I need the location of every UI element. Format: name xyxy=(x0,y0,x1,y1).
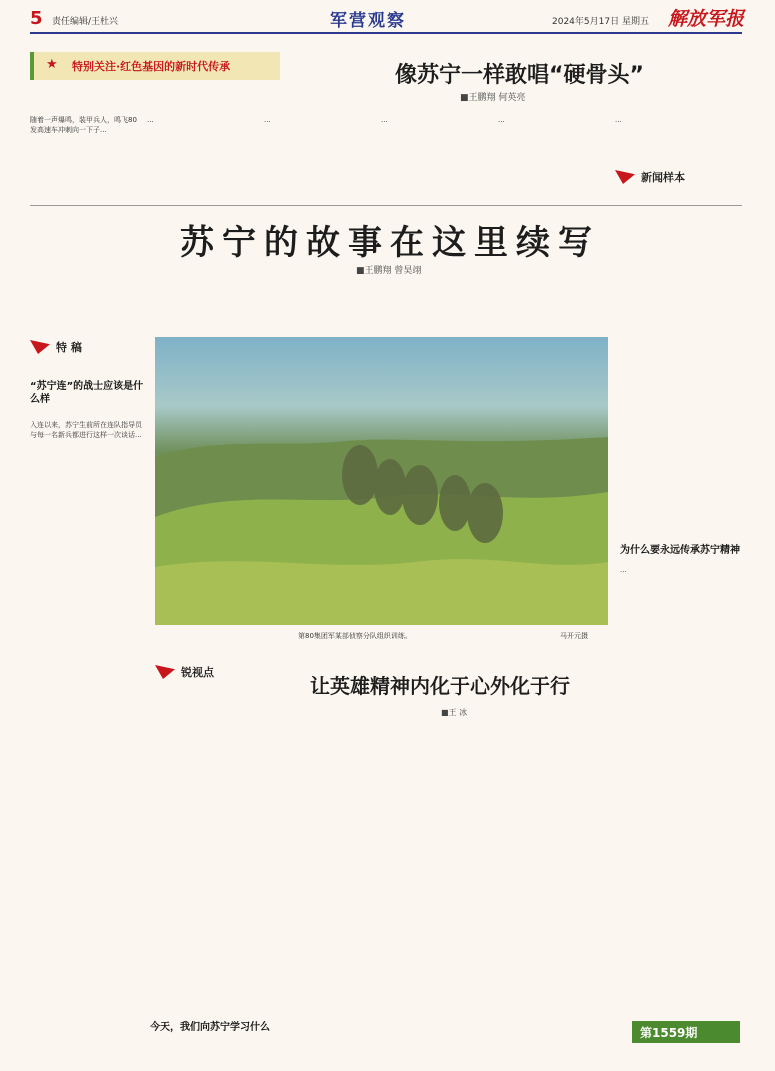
special-focus-banner xyxy=(30,52,280,80)
flag-icon xyxy=(615,170,635,184)
main-byline: ■王鹏翔 曾昊翊 xyxy=(356,266,422,276)
editor-credit: 责任编辑/王杜兴 xyxy=(52,17,119,27)
commentary-column-2 xyxy=(250,720,340,840)
top-story-byline: ■王鹏翔 何英亮 xyxy=(460,93,526,103)
commentary-title: 让英雄精神内化于心外化于行 xyxy=(310,674,570,698)
top-column-1: 随着一声爆鸣，装甲兵人，鸣飞80发高速车冲刺向一下子... xyxy=(30,116,137,134)
section-divider xyxy=(30,205,742,206)
flag-icon xyxy=(155,665,175,679)
right-subtitle: 为什么要永远传承苏宁精神 xyxy=(620,545,740,556)
header-divider xyxy=(30,32,742,34)
commentary-tag xyxy=(155,660,250,684)
right-column xyxy=(620,335,742,1025)
photo-credit: 马开元摄 xyxy=(560,632,588,640)
feature-label: 特 稿 xyxy=(56,341,82,354)
top-story-title: 像苏宁一样敢唱“硬骨头” xyxy=(395,63,644,88)
feature-tag xyxy=(30,335,140,359)
newspaper-logo: 解放军报 xyxy=(668,8,745,30)
top-column-6: ... xyxy=(615,116,622,124)
banner-label: 特别关注·红色基因的新时代传承 xyxy=(72,60,231,73)
news-sample-label: 新闻样本 xyxy=(641,171,685,184)
top-column-2: ... xyxy=(147,116,154,124)
star-icon: ★ xyxy=(46,57,58,72)
right-top-body xyxy=(620,335,742,530)
commentary-byline: ■王 冰 xyxy=(441,708,468,717)
issue-date: 2024年5月17日 星期五 xyxy=(552,17,649,27)
commentary-column-1 xyxy=(155,720,245,840)
right-body: ... xyxy=(620,566,627,574)
left-body: 入连以来，苏宁生前所在连队指导员与每一名新兵都进行这样一次谈话... xyxy=(30,421,142,439)
page-number: 5 xyxy=(30,8,43,29)
page-header xyxy=(0,0,775,40)
top-column-5: ... xyxy=(498,116,505,124)
issue-badge: 第1559期 xyxy=(632,1021,740,1043)
section-title: 军营观察 xyxy=(330,11,406,31)
news-sample-tag xyxy=(615,165,735,189)
top-column-4: ... xyxy=(381,116,388,124)
training-photo xyxy=(155,337,608,625)
commentary-label: 锐视点 xyxy=(181,666,214,679)
commentary-column-5 xyxy=(535,720,615,840)
left-subtitle: “苏宁连”的战士应该是什么样 xyxy=(30,381,144,405)
flag-icon xyxy=(30,340,50,354)
bottom-left-title: 今天，我们向苏宁学习什么 xyxy=(150,1022,270,1033)
main-title: 苏宁的故事在这里续写 xyxy=(180,223,600,263)
training-photo-image xyxy=(155,337,608,625)
commentary-column-3 xyxy=(345,720,435,840)
photo-caption: 第80集团军某部侦察分队组织训练。 xyxy=(298,632,412,640)
commentary-column-4 xyxy=(440,720,530,840)
top-column-3: ... xyxy=(264,116,271,124)
